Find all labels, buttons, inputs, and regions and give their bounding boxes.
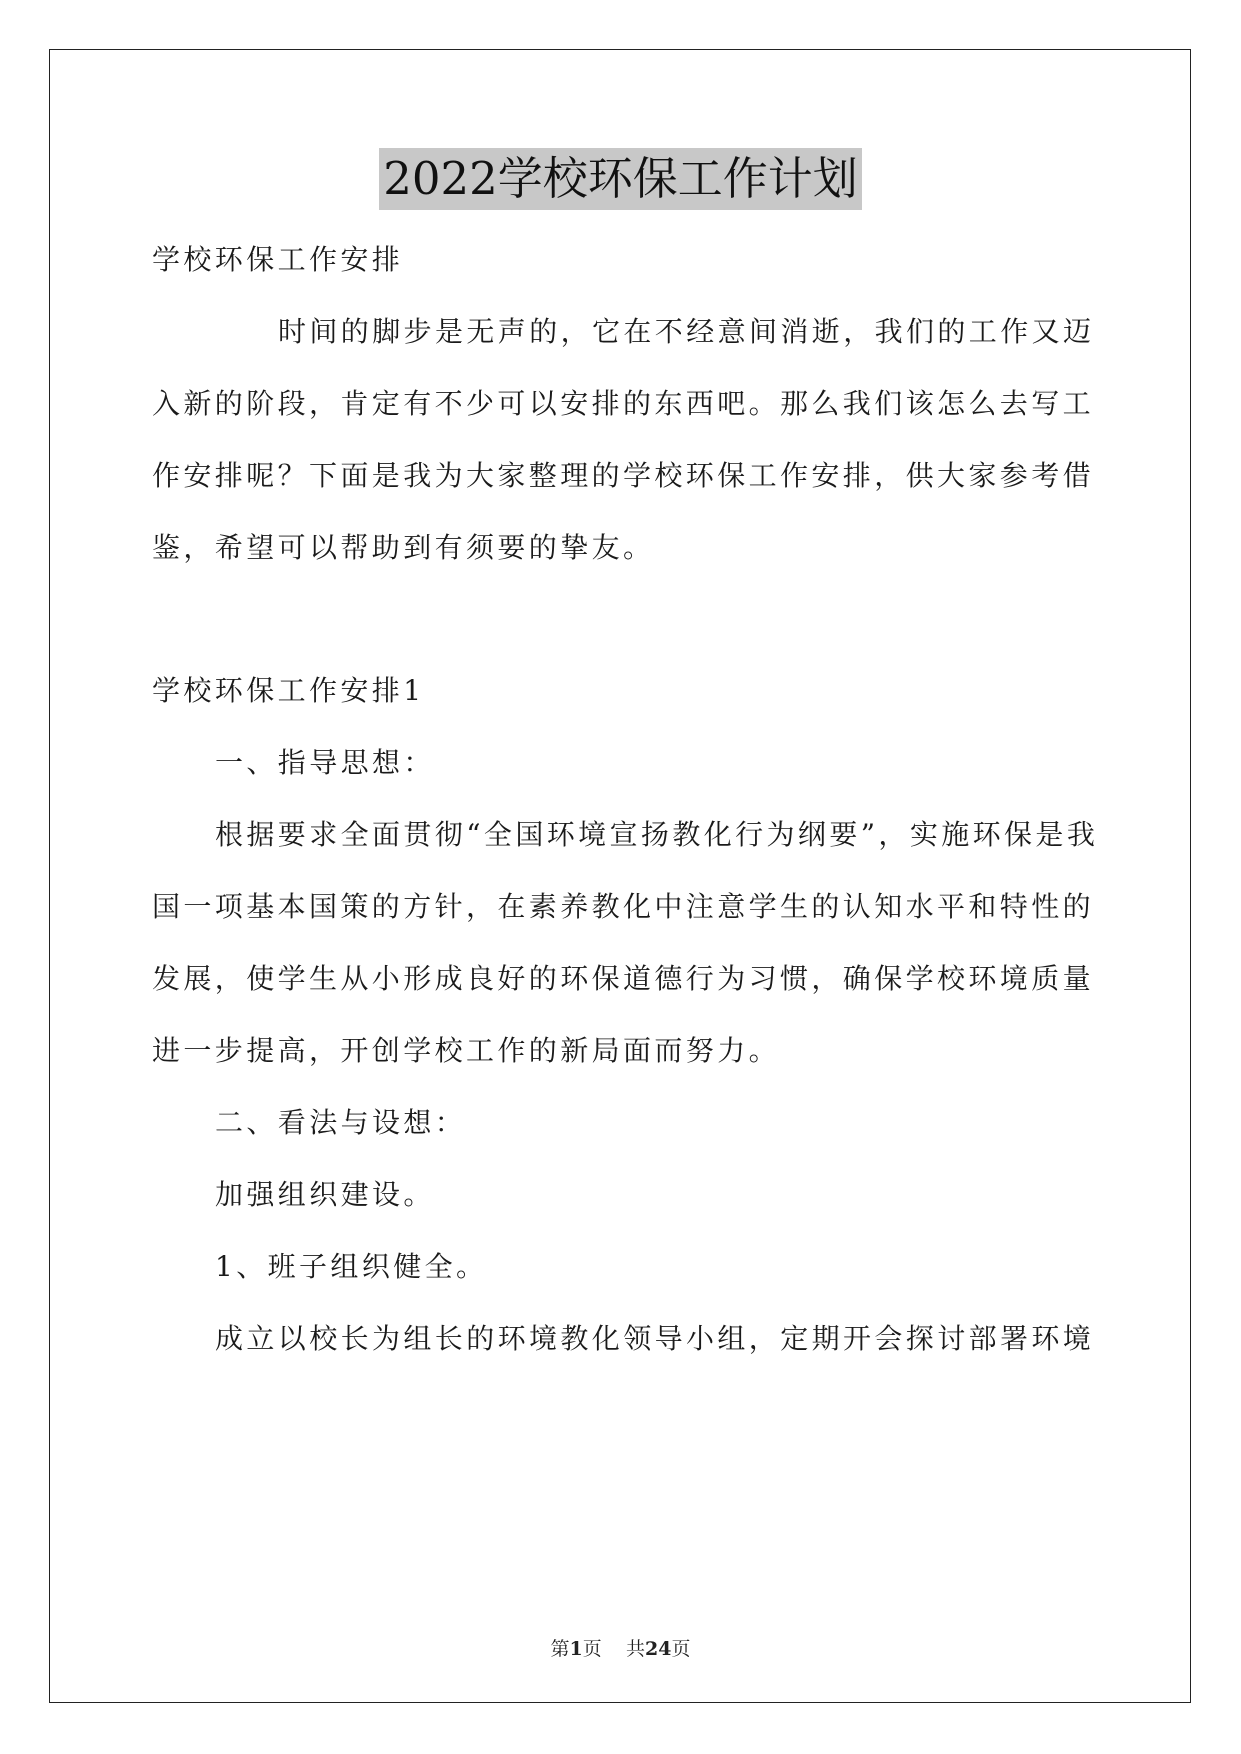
title-container (0, 148, 1241, 210)
footer-page-current: 1 (569, 1638, 583, 1660)
paragraph-line: 发展，使学生从小形成良好的环保道德行为习惯，确保学校环境质量 (152, 962, 1095, 995)
footer-total-suffix: 页 (671, 1638, 691, 1660)
paragraph-line: 根据要求全面贯彻“全国环境宣扬教化行为纲要”，实施环保是我 (215, 818, 1099, 851)
footer-page-total: 24 (644, 1638, 672, 1660)
footer-page-prefix: 第 (550, 1638, 570, 1660)
paragraph-line: 进一步提高，开创学校工作的新局面而努力。 (152, 1034, 781, 1067)
document-title: 2022学校环保工作计划 (379, 148, 862, 210)
paragraph-line: 入新的阶段，肯定有不少可以安排的东西吧。那么我们该怎么去写工 (152, 387, 1095, 420)
footer-page-suffix: 页 (582, 1638, 602, 1660)
subsection-heading: 二、看法与设想： (215, 1106, 467, 1139)
paragraph-line: 成立以校长为组长的环境教化领导小组，定期开会探讨部署环境 (215, 1322, 1095, 1355)
section-heading: 学校环保工作安排 (152, 243, 404, 276)
paragraph-line: 时间的脚步是无声的，它在不经意间消逝，我们的工作又迈 (278, 315, 1095, 348)
page-footer (0, 1636, 1241, 1662)
paragraph-line: 作安排呢？下面是我为大家整理的学校环保工作安排，供大家参考借 (152, 459, 1095, 492)
paragraph-line: 加强组织建设。 (215, 1178, 435, 1211)
section-heading: 学校环保工作安排1 (152, 674, 425, 707)
subsection-heading: 一、指导思想： (215, 746, 435, 779)
footer-total-prefix: 共 (625, 1638, 645, 1660)
page-border (49, 49, 1191, 1703)
paragraph-line: 鉴，希望可以帮助到有须要的挚友。 (152, 531, 655, 564)
paragraph-line: 国一项基本国策的方针，在素养教化中注意学生的认知水平和特性的 (152, 890, 1095, 923)
list-item: 1、班子组织健全。 (215, 1250, 488, 1283)
